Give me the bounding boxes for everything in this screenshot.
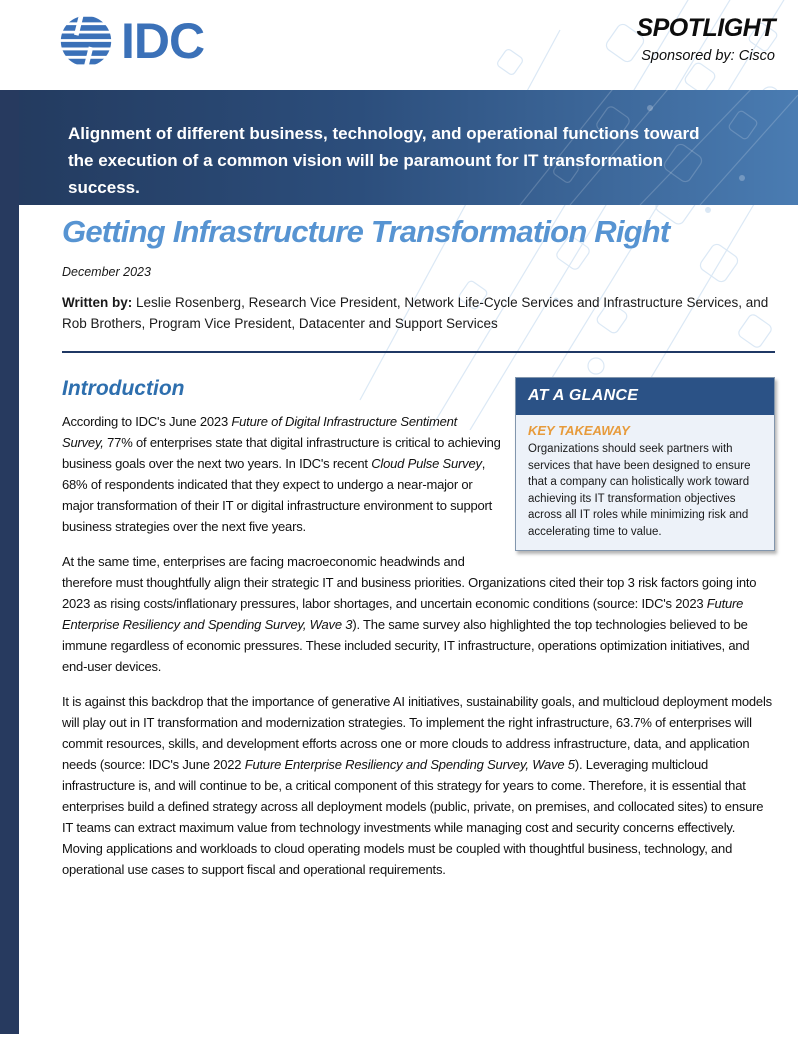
- idc-logo-text: IDC: [121, 13, 205, 69]
- survey-title-italic: Future Enterprise Resiliency and Spending Survey, Wave 3: [62, 596, 744, 632]
- intro-paragraph-2: At the same time, enterprises are facing macroeconomic headwinds and therefore must thoughtfully align their strategic IT and business priorities. Organizations cited their top 3 risk factors going into 2023 as rising costs/inflationary pressures, labor shortages, and uncertain economic conditions (source: IDC's 2023 Future Enterprise Resiliency and Spending Survey, Wave 3). The same survey also highlighted the top technologies believed to be immune regardless of economic pressures. These included security, IT infrastructure, operations optimization initiatives, and end-user devices.: [62, 554, 757, 674]
- survey-title-italic: Future of Digital Infrastructure Sentiment Survey,: [62, 414, 458, 450]
- doc-type-label: SPOTLIGHT: [636, 14, 775, 42]
- byline-authors: Leslie Rosenberg, Research Vice President, Network Life-Cycle Services and Infrastructure Services, and Rob Brothers, Program Vice President, Datacenter and Support Services: [62, 295, 769, 331]
- idc-logo: [58, 13, 204, 69]
- at-a-glance-box: [515, 377, 775, 551]
- survey-title-italic: Future Enterprise Resiliency and Spending Survey, Wave 5: [244, 757, 575, 772]
- sponsor-label: Sponsored by: Cisco: [641, 48, 775, 64]
- byline: [62, 292, 775, 334]
- key-takeaway-label: KEY TAKEAWAY: [528, 423, 630, 438]
- key-takeaway-text: Organizations should seek partners with services that have been designed to ensure that a company can holistically work toward achieving its IT transformation objectives across all IT roles while minimizing risk and accelerating time to value.: [528, 443, 751, 538]
- page-title: Getting Infrastructure Transformation Right: [62, 214, 670, 249]
- survey-title-italic: Cloud Pulse Survey: [371, 456, 482, 471]
- publication-date: December 2023: [62, 265, 151, 279]
- left-accent-bar: [0, 90, 19, 1034]
- masthead: [0, 0, 798, 90]
- byline-label: Written by:: [62, 295, 133, 310]
- content-area: [62, 377, 775, 880]
- at-a-glance-body: [516, 415, 774, 550]
- section-heading-introduction: Introduction: [62, 377, 185, 400]
- banner-statement: Alignment of different business, technology, and operational functions toward the execution of a common vision will be paramount for IT transformation success.: [68, 124, 700, 197]
- document-body: [62, 205, 775, 894]
- divider-rule: [62, 351, 775, 353]
- banner: [0, 90, 798, 205]
- idc-globe-icon: [58, 13, 114, 69]
- intro-paragraph-1: According to IDC's June 2023 Future of Digital Infrastructure Sentiment Survey, 77% of enterprises state that digital infrastructure is critical to achieving business goals over the next two years. In IDC's recent Cloud Pulse Survey, 68% of respondents indicated that they expect to undergo a near-major or major transformation of their IT or digital infrastructure environment to support business strategies over the next five years.: [62, 414, 501, 534]
- intro-paragraph-3: It is against this backdrop that the importance of generative AI initiatives, sustainability goals, and multicloud deployment models will play out in IT transformation and modernization strategies. To implement the right infrastructure, 63.7% of enterprises will commit resources, skills, and development efforts across one or more clouds to address infrastructure, data, and application needs (source: IDC's June 2022 Future Enterprise Resiliency and Spending Survey, Wave 5). Leveraging multicloud infrastructure is, and will continue to be, a critical component of this strategy for years to come. Therefore, it is essential that enterprises build a defined strategy across all deployment models (public, private, on premises, and collocated sites) to ensure IT teams can extract maximum value from technology investments while managing cost and security concerns effectively. Moving applications and workloads to cloud operating models must be coupled with thoughtful business, technology, and operational use cases to support fiscal and operational requirements.: [62, 694, 772, 877]
- at-a-glance-header: AT A GLANCE: [516, 378, 774, 415]
- masthead-right: [636, 14, 775, 64]
